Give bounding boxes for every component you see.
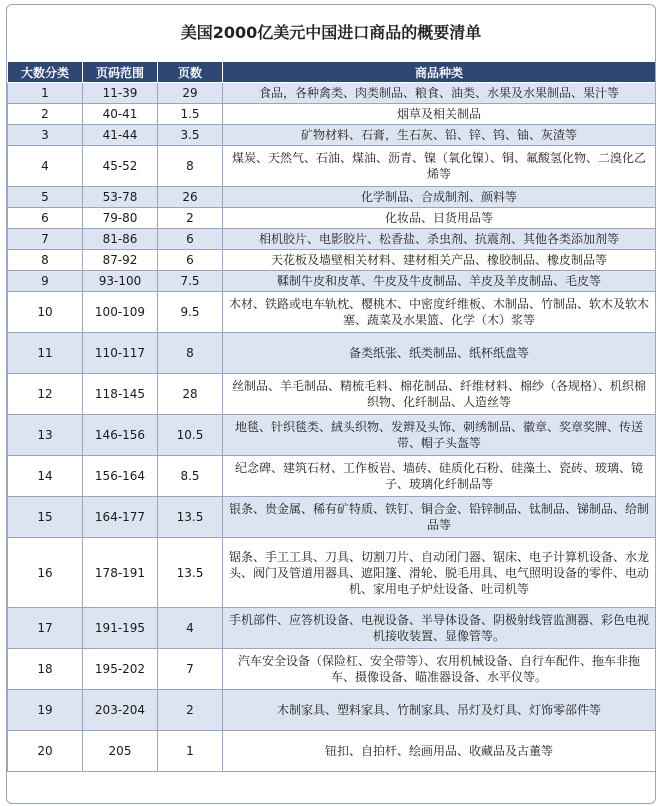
- goods-type-cell: 矿物材料、石膏，生石灰、铅、锌、钨、铀、灰渣等: [223, 125, 656, 146]
- page-range-cell: 146-156: [83, 415, 158, 456]
- table-row: [8, 374, 656, 415]
- goods-type-cell: 天花板及墙壁相关材料、建材相关产品、橡胶制品、橡皮制品等: [223, 250, 656, 271]
- page-count-cell: 6: [158, 250, 223, 271]
- page-range-cell: 53-78: [83, 187, 158, 208]
- page-range-cell: 178-191: [83, 538, 158, 608]
- goods-table: [7, 61, 656, 772]
- goods-type-cell: 钮扣、自拍杆、绘画用品、收藏品及古董等: [223, 731, 656, 772]
- page-range-cell: 191-195: [83, 608, 158, 649]
- page-range-cell: 100-109: [83, 292, 158, 333]
- category-cell: 4: [8, 146, 83, 187]
- page-range-cell: 41-44: [83, 125, 158, 146]
- category-cell: 12: [8, 374, 83, 415]
- goods-type-cell: 锯条、手工工具、刀具、切割刀片、自动闭门器、锯床、电子计算机设备、水龙头、阀门及管道用器具、遮阳篷、滑轮、脱毛用具、电气照明设备的零件、电动机、家用电子炉灶设备、吐司机等: [223, 538, 656, 608]
- category-cell: 8: [8, 250, 83, 271]
- page-range-cell: 93-100: [83, 271, 158, 292]
- category-cell: 15: [8, 497, 83, 538]
- goods-type-cell: 木材、铁路或电车轨枕、樱桃木、中密度纤维板、木制品、竹制品、软木及软木塞、蔬菜及水果篮、化学（木）浆等: [223, 292, 656, 333]
- goods-type-cell: 相机胶片、电影胶片、松香盐、杀虫剂、抗震剂、其他各类添加剂等: [223, 229, 656, 250]
- category-cell: 3: [8, 125, 83, 146]
- list-frame: [6, 4, 656, 804]
- table-row: [8, 731, 656, 772]
- category-cell: 17: [8, 608, 83, 649]
- table-row: [8, 250, 656, 271]
- page-count-cell: 26: [158, 187, 223, 208]
- page-count-cell: 6: [158, 229, 223, 250]
- page-count-cell: 8: [158, 146, 223, 187]
- page-title: 美国2000亿美元中国进口商品的概要清单: [180, 23, 482, 42]
- page-range-cell: 87-92: [83, 250, 158, 271]
- category-cell: 7: [8, 229, 83, 250]
- page-range-cell: 164-177: [83, 497, 158, 538]
- page-range-cell: 81-86: [83, 229, 158, 250]
- goods-type-cell: 手机部件、应答机设备、电视设备、半导体设备、阴极射线管监测器、彩色电视机接收装置、显像管等。: [223, 608, 656, 649]
- page-count-cell: 9.5: [158, 292, 223, 333]
- page-count-cell: 2: [158, 690, 223, 731]
- goods-type-cell: 烟草及相关制品: [223, 104, 656, 125]
- goods-type-cell: 木制家具、塑料家具、竹制家具、吊灯及灯具、灯饰零部件等: [223, 690, 656, 731]
- table-row: [8, 187, 656, 208]
- table-row: [8, 608, 656, 649]
- page-count-cell: 28: [158, 374, 223, 415]
- page-range-cell: 11-39: [83, 83, 158, 104]
- page-range-cell: 205: [83, 731, 158, 772]
- page-count-cell: 29: [158, 83, 223, 104]
- table-row: [8, 497, 656, 538]
- page-range-cell: 110-117: [83, 333, 158, 374]
- goods-type-cell: 化学制品、合成制剂、颜料等: [223, 187, 656, 208]
- goods-type-cell: 备类纸张、纸类制品、纸杯纸盘等: [223, 333, 656, 374]
- category-cell: 5: [8, 187, 83, 208]
- page-range-cell: 118-145: [83, 374, 158, 415]
- page-count-cell: 7.5: [158, 271, 223, 292]
- goods-type-cell: 鞣制牛皮和皮革、牛皮及牛皮制品、羊皮及羊皮制品、毛皮等: [223, 271, 656, 292]
- page-count-cell: 1.5: [158, 104, 223, 125]
- table-row: [8, 104, 656, 125]
- category-cell: 20: [8, 731, 83, 772]
- page-count-cell: 4: [158, 608, 223, 649]
- goods-type-cell: 化妆品、日货用品等: [223, 208, 656, 229]
- goods-type-cell: 汽车安全设备（保险杠、安全带等）、农用机械设备、自行车配件、拖车非拖车、摄像设备、瞄准器设备、水平仪等。: [223, 649, 656, 690]
- category-cell: 10: [8, 292, 83, 333]
- table-row: [8, 292, 656, 333]
- category-cell: 2: [8, 104, 83, 125]
- goods-type-cell: 煤炭、天然气、石油、煤油、沥青、镍（氧化镍）、铜、氟酸氢化物、二溴化乙烯等: [223, 146, 656, 187]
- page-range-cell: 195-202: [83, 649, 158, 690]
- page-count-cell: 2: [158, 208, 223, 229]
- header-page-count: 页数: [158, 62, 223, 83]
- goods-type-cell: 丝制品、羊毛制品、精梳毛料、棉花制品、纤维材料、棉纱（各规格）、机织棉织物、化纤制品、人造丝等: [223, 374, 656, 415]
- table-row: [8, 538, 656, 608]
- category-cell: 16: [8, 538, 83, 608]
- page-count-cell: 1: [158, 731, 223, 772]
- category-cell: 9: [8, 271, 83, 292]
- page-range-cell: 45-52: [83, 146, 158, 187]
- goods-type-cell: 食品，各种禽类、肉类制品、粮食、油类、水果及水果制品、果汁等: [223, 83, 656, 104]
- header-goods-type: 商品种类: [223, 62, 656, 83]
- goods-type-cell: 银条、贵金属、稀有矿特质、铁钉、铜合金、铅锌制品、钛制品、锑制品、给制品等: [223, 497, 656, 538]
- page-count-cell: 13.5: [158, 497, 223, 538]
- header-page-range: 页码范围: [83, 62, 158, 83]
- table-row: [8, 83, 656, 104]
- page-count-cell: 13.5: [158, 538, 223, 608]
- table-row: [8, 146, 656, 187]
- table-row: [8, 229, 656, 250]
- table-row: [8, 415, 656, 456]
- page-range-cell: 156-164: [83, 456, 158, 497]
- goods-type-cell: 纪念碑、建筑石材、工作板岩、墙砖、硅质化石粉、硅藻土、瓷砖、玻璃、镜子、玻璃化纤制品等: [223, 456, 656, 497]
- table-row: [8, 125, 656, 146]
- category-cell: 6: [8, 208, 83, 229]
- page-range-cell: 203-204: [83, 690, 158, 731]
- category-cell: 13: [8, 415, 83, 456]
- table-header-row: [8, 62, 656, 83]
- category-cell: 18: [8, 649, 83, 690]
- table-row: [8, 456, 656, 497]
- table-row: [8, 208, 656, 229]
- page-count-cell: 10.5: [158, 415, 223, 456]
- header-category: 大数分类: [8, 62, 83, 83]
- category-cell: 14: [8, 456, 83, 497]
- page-range-cell: 40-41: [83, 104, 158, 125]
- page-count-cell: 8: [158, 333, 223, 374]
- page-count-cell: 7: [158, 649, 223, 690]
- page-count-cell: 3.5: [158, 125, 223, 146]
- category-cell: 1: [8, 83, 83, 104]
- table-row: [8, 271, 656, 292]
- page-range-cell: 79-80: [83, 208, 158, 229]
- table-row: [8, 649, 656, 690]
- category-cell: 19: [8, 690, 83, 731]
- category-cell: 11: [8, 333, 83, 374]
- goods-type-cell: 地毯、针织毯类、絨头织物、发辫及头饰、刺绣制品、徽章、奖章奖牌、传送带、帽子头盔等: [223, 415, 656, 456]
- table-row: [8, 333, 656, 374]
- page-count-cell: 8.5: [158, 456, 223, 497]
- table-row: [8, 690, 656, 731]
